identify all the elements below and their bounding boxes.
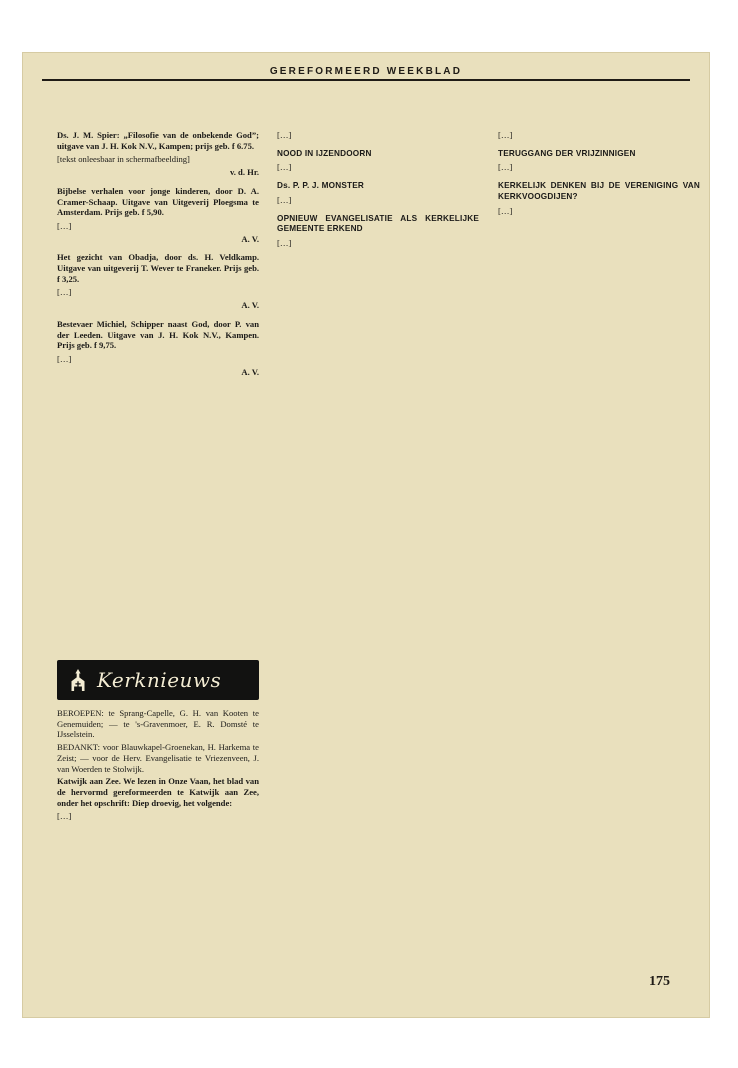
paragraph: […]	[277, 130, 292, 140]
section-heading: KERKELIJK DENKEN BIJ DE VERENIGING VAN KERKVOOGDIJEN?	[498, 181, 700, 201]
paragraph: […]	[277, 162, 292, 173]
paragraph: […]	[277, 194, 292, 205]
article-heading: Bestevaer Michiel, Schipper naast God, door P. van der Leeden. Uitgave van J. H. Kok N.V., Kampen. Prijs geb. f 9,75.	[57, 318, 259, 351]
page-header	[22, 66, 710, 84]
section-heading: Ds. P. P. J. MONSTER	[277, 181, 364, 191]
scan-top-margin	[0, 0, 738, 52]
paragraph: […]	[498, 162, 513, 173]
author-initials: A. V.	[241, 300, 259, 311]
page-number: 175	[649, 974, 670, 989]
article-heading: Bijbelse verhalen voor jonge kinderen, door D. A. Cramer-Schaap. Uitgave van Uitgeverij Ploegsma te Amsterdam. Prijs geb. f 5,90.	[57, 185, 259, 218]
paragraph: […]	[57, 811, 72, 822]
author-initials: A. V.	[241, 366, 259, 377]
kerknieuws-section	[57, 708, 259, 824]
scan-bottom-margin	[0, 1018, 738, 1068]
paragraph: […]	[57, 353, 72, 364]
banner-title: Kerknieuws	[97, 668, 222, 692]
paragraph: […]	[57, 220, 72, 231]
section-heading: TERUGGANG DER VRIJZINNIGEN	[498, 148, 636, 158]
article-heading: Het gezicht van Obadja, door ds. H. Veldkamp. Uitgave van uitgeverij T. Wever te Franeker. Prijs geb. f 3,25.	[57, 252, 259, 284]
article-heading: Ds. J. M. Spier: „Filosofie van de onbekende God”; uitgave van J. H. Kok N.V., Kampen; prijs geb. f 6.75.	[57, 130, 259, 151]
author-initials: A. V.	[241, 233, 259, 244]
publication-title: GEREFORMEERD WEEKBLAD	[269, 66, 463, 77]
kerknieuws-banner	[57, 660, 259, 700]
paragraph: BEDANKT: voor Blauwkapel-Groenekan, H. Harkema te Zeist; — voor de Herv. Evangelisatie te Vriezenveen, J. van Woerden te Stolwijk.	[57, 742, 259, 774]
paragraph: BEROEPEN: te Sprang-Capelle, G. H. van Kooten te Genemuiden; — te 's-Gravenmoer, E. R. Domsté te IJsselstein.	[57, 708, 259, 740]
header-rule	[42, 79, 690, 81]
paragraph: [tekst onleesbaar in schermafbeelding]	[57, 154, 190, 165]
author-initials: v. d. Hr.	[229, 167, 259, 178]
column-2	[277, 130, 479, 990]
paragraph: […]	[277, 237, 292, 248]
column-3	[498, 130, 700, 990]
column-1	[57, 130, 259, 990]
paragraph: […]	[498, 205, 513, 216]
magazine-page	[22, 52, 710, 1018]
section-heading: NOOD IN IJZENDOORN	[277, 148, 372, 158]
section-heading: OPNIEUW EVANGELISATIE ALS KERKELIJKE GEMEENTE ERKEND	[277, 213, 479, 234]
paragraph: […]	[498, 130, 513, 140]
article-heading: Katwijk aan Zee. We lezen in Onze Vaan, het blad van de hervormd gereformeerden te Katwijk aan Zee, onder het opschrift: Diep droevig, het volgende:	[57, 776, 259, 808]
church-icon	[64, 667, 92, 693]
paragraph: […]	[57, 287, 72, 298]
